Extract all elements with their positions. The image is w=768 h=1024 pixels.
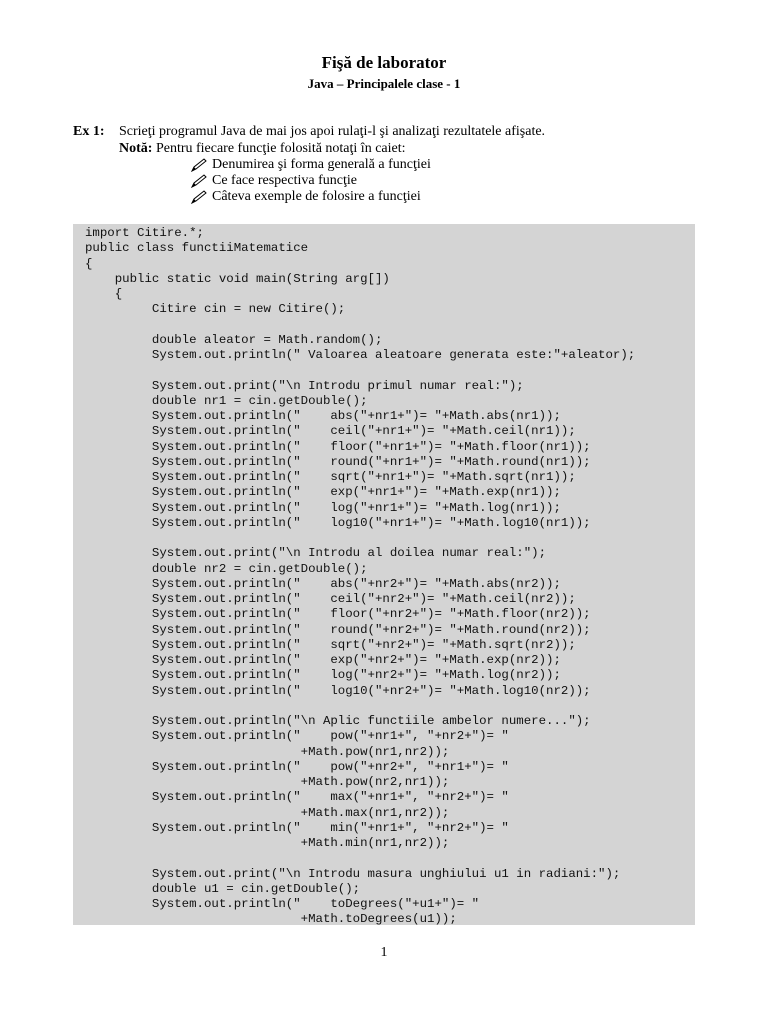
bullet-text: Denumirea şi forma generală a funcţiei — [212, 157, 431, 172]
code-block — [73, 224, 695, 925]
exercise-label: Ex 1: — [73, 124, 105, 139]
code-line: System.out.println("\n Aplic functiile ambelor numere..."); — [85, 714, 591, 728]
pen-icon — [190, 174, 208, 188]
code-line: +Math.pow(nr1,nr2)); — [85, 744, 450, 759]
bullet-list — [190, 157, 431, 205]
code-line: Citire cin = new Citire(); — [85, 302, 346, 317]
code-line: double u1 = cin.getDouble(); — [85, 881, 361, 896]
code-line: System.out.println(" exp("+nr1+")= "+Math.exp(nr1)); — [85, 485, 561, 500]
code-line: +Math.toDegrees(u1)); — [85, 912, 457, 927]
code-line: System.out.println(" min("+nr1+", "+nr2+")= " — [85, 820, 509, 835]
bullet-text: Ce face respectiva funcţie — [212, 173, 357, 188]
code-line: { — [85, 287, 123, 301]
nota-line — [119, 141, 406, 157]
code-line: import Citire.*; — [85, 226, 204, 240]
code-line: +Math.min(nr1,nr2)); — [85, 836, 450, 850]
code-line: System.out.println(" log("+nr1+")= "+Math.log(nr1)); — [85, 500, 561, 515]
code-line: System.out.println(" pow("+nr2+", "+nr1+")= " — [85, 759, 509, 774]
code-line: System.out.println(" abs("+nr1+")= "+Math.abs(nr1)); — [85, 409, 561, 423]
list-item — [190, 173, 431, 189]
code-listing — [85, 226, 635, 928]
code-line: System.out.println(" round("+nr1+")= "+Math.round(nr1)); — [85, 454, 591, 469]
exercise-text: Scrieţi programul Java de mai jos apoi rulaţi-l şi analizaţi rezultatele afişate. — [119, 124, 546, 139]
document-subtitle: Java – Principalele clase - 1 — [307, 76, 461, 91]
code-line: System.out.println(" toDegrees("+u1+")= " — [85, 897, 480, 911]
list-item — [190, 189, 431, 205]
document-title: Fişă de laborator — [321, 53, 447, 72]
nota-text: Pentru fiecare funcţie folosită notaţi în caiet: — [155, 141, 406, 156]
code-line: public static void main(String arg[]) — [85, 271, 390, 286]
code-line: System.out.println(" ceil("+nr2+")= "+Math.ceil(nr2)); — [85, 592, 576, 606]
code-line: +Math.pow(nr2,nr1)); — [85, 775, 450, 789]
pen-icon — [190, 190, 208, 204]
code-line: double nr2 = cin.getDouble(); — [85, 561, 368, 576]
code-line: { — [85, 256, 93, 271]
code-line: System.out.println(" log10("+nr2+")= "+Math.log10(nr2)); — [85, 683, 591, 698]
code-line: public class functiiMatematice — [85, 241, 309, 256]
code-line: double nr1 = cin.getDouble(); — [85, 393, 368, 408]
code-line: double aleator = Math.random(); — [85, 332, 383, 347]
code-line: System.out.print("\n Introdu al doilea numar real:"); — [85, 546, 547, 561]
code-line: System.out.print("\n Introdu primul numar real:"); — [85, 378, 524, 393]
code-line: System.out.print("\n Introdu masura unghiului u1 in radiani:"); — [85, 866, 621, 881]
code-line: System.out.println(" sqrt("+nr2+")= "+Math.sqrt(nr2)); — [85, 637, 576, 652]
code-line: System.out.println(" log10("+nr1+")= "+Math.log10(nr1)); — [85, 515, 591, 530]
page-number: 1 — [380, 945, 388, 960]
code-line: System.out.println(" floor("+nr1+")= "+Math.floor(nr1)); — [85, 439, 591, 454]
code-line: System.out.println(" floor("+nr2+")= "+Math.floor(nr2)); — [85, 607, 591, 622]
code-line: System.out.println(" max("+nr1+", "+nr2+")= " — [85, 790, 509, 805]
code-line: System.out.println(" ceil("+nr1+")= "+Math.ceil(nr1)); — [85, 424, 576, 439]
nota-label: Notă: — [119, 141, 153, 156]
code-line: +Math.max(nr1,nr2)); — [85, 805, 450, 820]
bullet-text: Câteva exemple de folosire a funcţiei — [212, 189, 421, 204]
list-item — [190, 157, 431, 173]
code-line: System.out.println(" sqrt("+nr1+")= "+Math.sqrt(nr1)); — [85, 470, 576, 484]
code-line: System.out.println(" log("+nr2+")= "+Math.log(nr2)); — [85, 668, 561, 683]
code-line: System.out.println(" Valoarea aleatoare generata este:"+aleator); — [85, 348, 636, 362]
code-line: System.out.println(" round("+nr2+")= "+Math.round(nr2)); — [85, 622, 591, 637]
pen-icon — [190, 158, 208, 172]
code-line: System.out.println(" abs("+nr2+")= "+Math.abs(nr2)); — [85, 576, 561, 591]
code-line: System.out.println(" pow("+nr1+", "+nr2+")= " — [85, 729, 509, 744]
code-line: System.out.println(" exp("+nr2+")= "+Math.exp(nr2)); — [85, 653, 561, 667]
